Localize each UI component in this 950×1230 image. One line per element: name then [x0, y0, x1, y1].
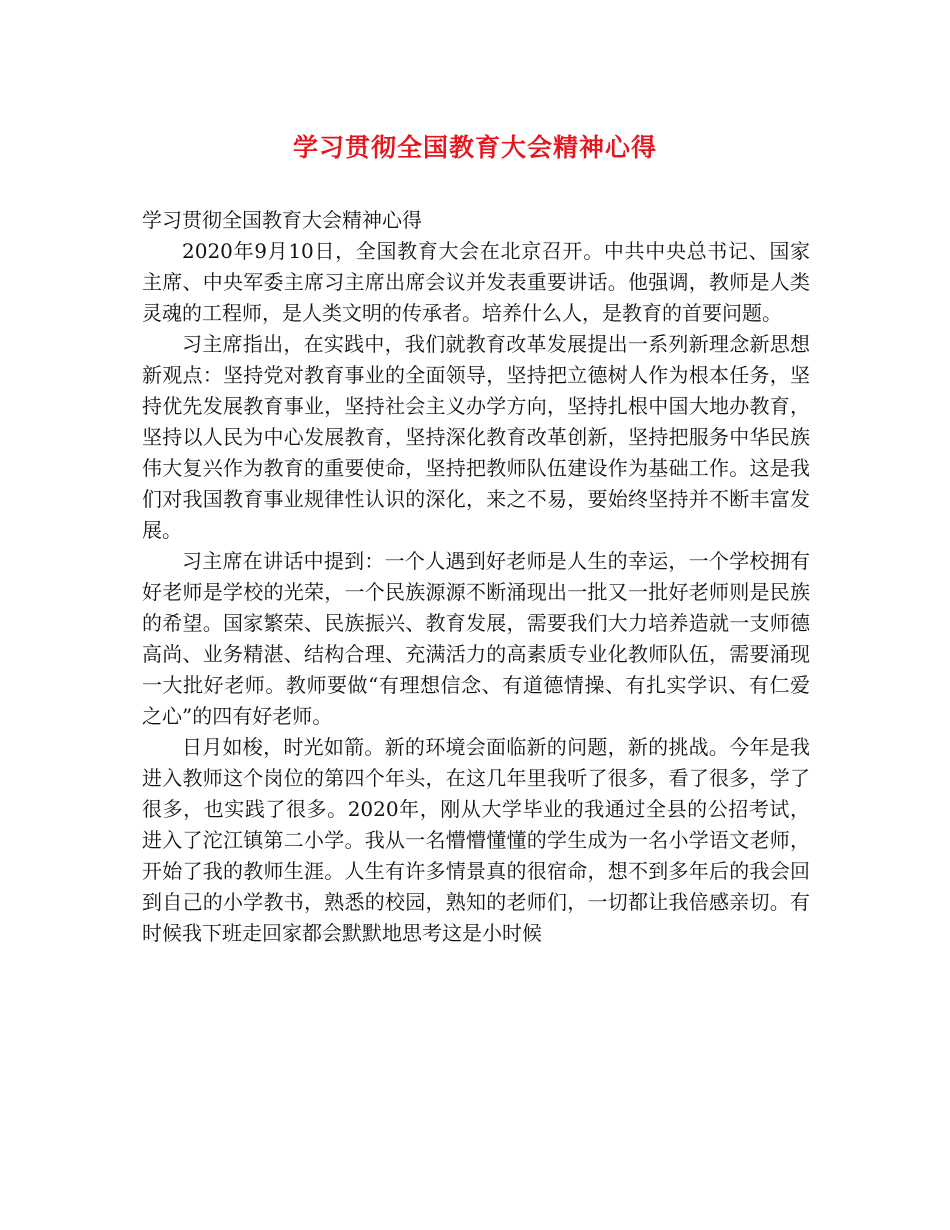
paragraph-2: 习主席指出，在实践中，我们就教育改革发展提出一系列新理念新思想新观点：坚持党对教育事业的全面领导，坚持把立德树人作为根本任务，坚持优先发展教育事业，坚持社会主义办学方向，坚持扎根中国大地办教育，坚持以人民为中心发展教育，坚持深化教育改革创新，坚持把服务中华民族伟大复兴作为教育的重要使命，坚持把教师队伍建设作为基础工作。这是我们对我国教育事业规律性认识的深化，来之不易，要始终坚持并不断丰富发展。	[142, 332, 810, 542]
document-body	[142, 205, 810, 949]
paragraph-4: 日月如梭，时光如箭。新的环境会面临新的问题，新的挑战。今年是我进入教师这个岗位的第四个年头，在这几年里我听了很多，看了很多，学了很多，也实践了很多。2020年，刚从大学毕业的我通过全县的公招考试，进入了沱江镇第二小学。我从一名懵懵懂懂的学生成为一名小学语文老师，开始了我的教师生涯。人生有许多情景真的很宿命，想不到多年后的我会回到自己的小学教书，熟悉的校园，熟知的老师们，一切都让我倍感亲切。有时候我下班走回家都会默默地思考这是小时候	[142, 735, 810, 945]
document-subtitle: 学习贯彻全国教育大会精神心得	[142, 208, 422, 232]
paragraph-1: 2020年9月10日，全国教育大会在北京召开。中共中央总书记、国家主席、中央军委主席习主席出席会议并发表重要讲话。他强调，教师是人类灵魂的工程师，是人类文明的传承者。培养什么人，是教育的首要问题。	[142, 239, 810, 325]
document-title: 学习贯彻全国教育大会精神心得	[292, 133, 657, 162]
paragraph-3: 习主席在讲话中提到：一个人遇到好老师是人生的幸运，一个学校拥有好老师是学校的光荣，一个民族源源不断涌现出一批又一批好老师则是民族的希望。国家繁荣、民族振兴、教育发展，需要我们大力培养造就一支师德高尚、业务精湛、结构合理、充满活力的高素质专业化教师队伍，需要涌现一大批好老师。教师要做“有理想信念、有道德情操、有扎实学识、有仁爱之心”的四有好老师。	[142, 549, 810, 728]
